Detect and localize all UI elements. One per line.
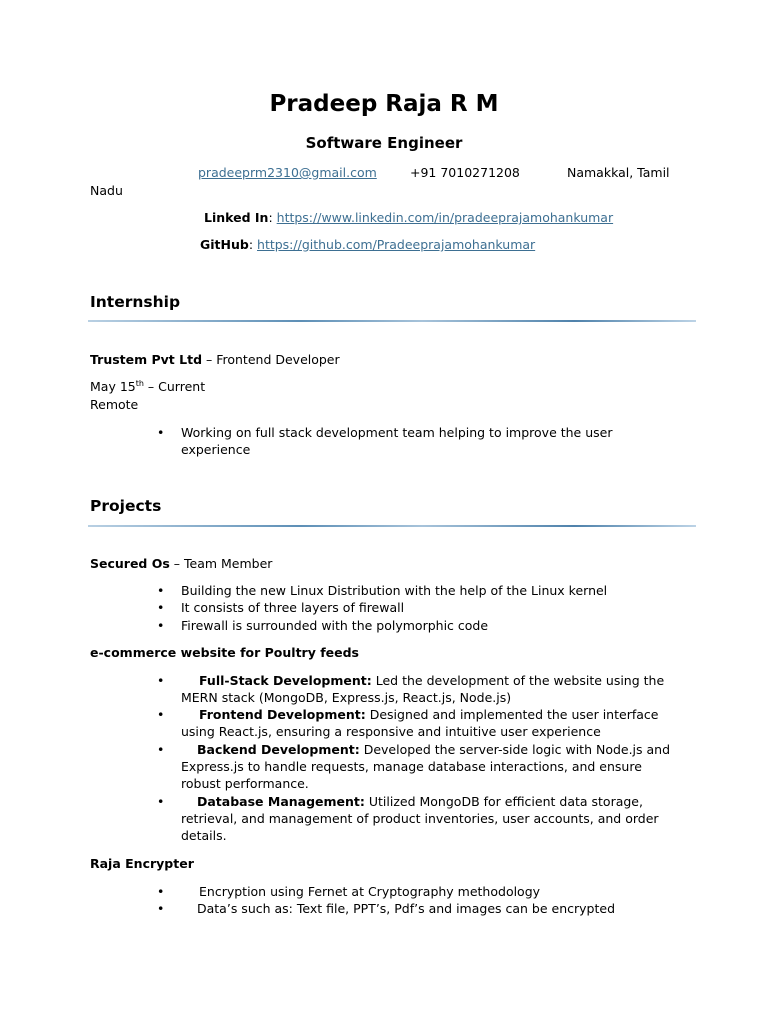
bullet: •: [157, 600, 165, 615]
internship-bullet-line: experience: [181, 442, 251, 457]
bullet: •: [157, 583, 165, 598]
bullet: •: [157, 425, 165, 440]
projects-heading: Projects: [90, 497, 162, 515]
item-text: Developed the server-side logic with Node.js and: [363, 742, 671, 757]
list-item: It consists of three layers of firewall: [181, 600, 405, 615]
project-ecommerce-title: e-commerce website for Poultry feeds: [90, 645, 359, 660]
internship-divider: [88, 320, 696, 322]
internship-company: Trustem Pvt Ltd: [90, 352, 203, 367]
candidate-name: Pradeep Raja R M: [269, 91, 499, 117]
item-text-line: robust performance.: [181, 776, 309, 791]
list-item: [181, 794, 643, 809]
bullet: •: [157, 742, 165, 757]
internship-role: – Frontend Developer: [202, 352, 340, 367]
list-item: Firewall is surrounded with the polymorphic code: [181, 618, 489, 633]
list-item: [181, 707, 658, 722]
item-text-line: using React.js, ensuring a responsive and intuitive user experience: [181, 724, 601, 739]
list-item: [181, 673, 664, 688]
github-row: [200, 237, 535, 252]
linkedin-label: Linked In: [204, 210, 269, 225]
bullet: •: [157, 794, 165, 809]
item-text: Designed and implemented the user interface: [369, 707, 659, 722]
project-name: Secured Os: [90, 556, 170, 571]
list-item: Building the new Linux Distribution with the help of the Linux kernel: [181, 583, 608, 598]
item-text-line: details.: [181, 828, 227, 843]
bullet: •: [157, 901, 165, 916]
location-line2: Nadu: [90, 183, 123, 198]
project-role: – Team Member: [169, 556, 273, 571]
project-raja-encrypter-title: Raja Encrypter: [90, 856, 194, 871]
list-item: Data’s such as: Text file, PPT’s, Pdf’s and images can be encrypted: [197, 901, 615, 916]
linkedin-colon: :: [268, 210, 277, 225]
github-link[interactable]: https://github.com/Pradeeprajamohankumar: [257, 237, 536, 252]
project-secured-os-title: [90, 556, 272, 571]
linkedin-link[interactable]: https://www.linkedin.com/in/pradeeprajamohankumar: [276, 210, 614, 225]
bullet: •: [157, 618, 165, 633]
internship-dates: [90, 379, 205, 394]
bullet: •: [157, 884, 165, 899]
location-line1: Namakkal, Tamil: [567, 165, 670, 180]
internship-location: Remote: [90, 397, 139, 412]
list-item: Encryption using Fernet at Cryptography methodology: [199, 884, 541, 899]
item-text-line: MERN stack (MongoDB, Express.js, React.js, Node.js): [181, 690, 512, 705]
linkedin-row: [204, 210, 613, 225]
item-text-line: Express.js to handle requests, manage database interactions, and ensure: [181, 759, 642, 774]
projects-divider: [88, 525, 696, 527]
item-label: Database Management:: [197, 794, 365, 809]
internship-company-row: [90, 352, 340, 367]
github-colon: :: [248, 237, 258, 252]
internship-date-main: May 15: [90, 379, 136, 394]
item-text: Utilized MongoDB for efficient data storage,: [368, 794, 643, 809]
bullet: •: [157, 707, 165, 722]
internship-heading: Internship: [90, 293, 181, 311]
item-text-line: retrieval, and management of product inventories, user accounts, and order: [181, 811, 659, 826]
internship-bullet-line: Working on full stack development team helping to improve the user: [181, 425, 613, 440]
item-text: Led the development of the website using the: [375, 673, 665, 688]
item-label: Backend Development:: [197, 742, 360, 757]
item-label: Full-Stack Development:: [199, 673, 372, 688]
email-link[interactable]: pradeeprm2310@gmail.com: [198, 165, 377, 180]
internship-date-sup: th: [135, 378, 144, 388]
phone-number: +91 7010271208: [410, 165, 520, 180]
github-label: GitHub: [200, 237, 249, 252]
internship-date-rest: – Current: [143, 379, 206, 394]
job-title: Software Engineer: [305, 134, 463, 152]
item-label: Frontend Development:: [199, 707, 366, 722]
list-item: [181, 742, 670, 757]
bullet: •: [157, 673, 165, 688]
